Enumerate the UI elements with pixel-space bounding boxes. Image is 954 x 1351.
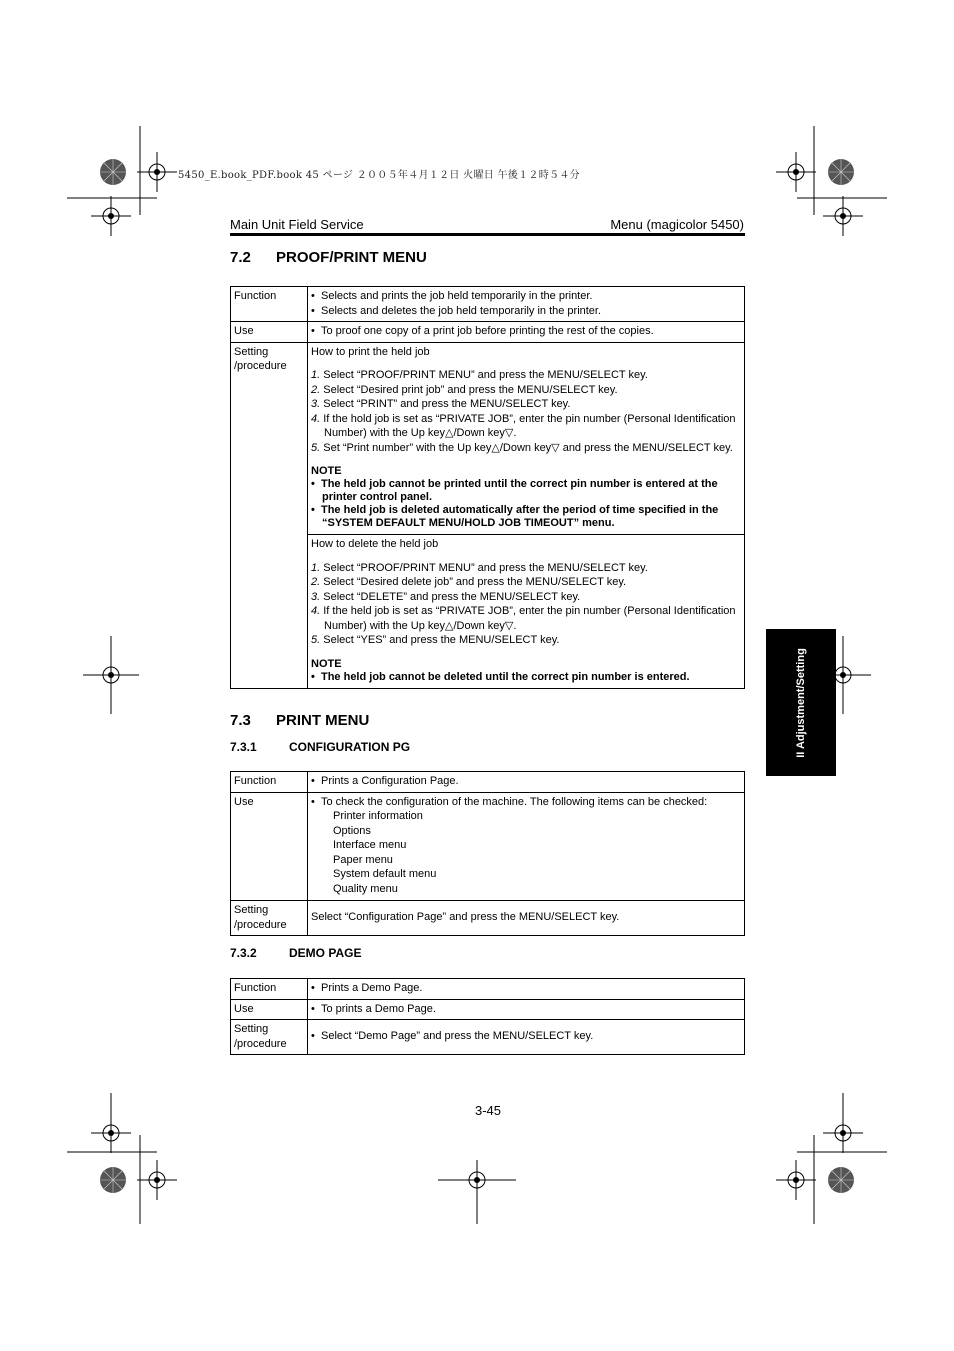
list-item: • Selects and prints the job held temporarily in the printer. [311, 290, 593, 302]
section-title: PROOF/PRINT MENU [276, 249, 427, 266]
label-function: Function [231, 772, 308, 793]
setting-cell [308, 901, 745, 936]
list-item: 5. Select “YES” and press the MENU/SELECT key. [311, 634, 560, 646]
list-item: 5. Set “Print number” with the Up key△/Down key▽ and press the MENU/SELECT key. [311, 441, 733, 454]
chapter-side-tab [766, 629, 836, 776]
section-number: 7.3 [230, 712, 251, 729]
proof-print-menu-table [230, 286, 745, 689]
running-header-left: Main Unit Field Service [230, 217, 364, 232]
section-number: 7.3.2 [230, 946, 257, 960]
label-function: Function [231, 287, 308, 322]
list-item: 4. If the held job is set as “PRIVATE JOB”, enter the pin number (Personal Identification Number) with the Up key△/Down key▽. [311, 605, 736, 632]
table-row [231, 342, 745, 535]
sub-item: Options [333, 824, 371, 837]
sub-item: Quality menu [333, 882, 398, 895]
list-item: 1. Select “PROOF/PRINT MENU” and press the MENU/SELECT key. [311, 561, 648, 574]
list-item: 3. Select “DELETE” and press the MENU/SELECT key. [311, 590, 581, 603]
configuration-pg-table [230, 771, 745, 936]
delete-procedure-cell [308, 535, 745, 689]
section-number: 7.2 [230, 249, 251, 266]
list-item: • To check the configuration of the machine. The following items can be checked: [311, 795, 708, 808]
table-row [231, 287, 745, 322]
setting-text: Select “Configuration Page” and press the MENU/SELECT key. [311, 911, 620, 924]
table-row [231, 792, 745, 901]
page-number: 3-45 [475, 1103, 502, 1118]
note-label: NOTE [311, 465, 342, 477]
sub-item: System default menu [333, 868, 437, 880]
table-row [231, 901, 745, 936]
list-item: • Selects and deletes the job held temporarily in the printer. [311, 304, 602, 317]
label-function: Function [231, 979, 308, 1000]
table-row [231, 979, 745, 1000]
note-label: NOTE [311, 657, 342, 670]
list-item: 1. Select “PROOF/PRINT MENU” and press the MENU/SELECT key. [311, 369, 648, 381]
sub-item: Paper menu [333, 853, 393, 866]
sub-item: Interface menu [333, 839, 407, 851]
list-item: • Prints a Configuration Page. [311, 775, 459, 787]
table-row [231, 772, 745, 793]
section-title: PRINT MENU [276, 712, 370, 729]
section-7-3-heading [230, 712, 369, 729]
label-use: Use [231, 999, 308, 1020]
list-item: • To proof one copy of a print job before printing the rest of the copies. [311, 325, 654, 337]
section-7-3-1-heading [230, 740, 410, 754]
table-row [231, 999, 745, 1020]
list-item: 2. Select “Desired print job” and press the MENU/SELECT key. [311, 383, 618, 396]
print-info-line: 5450_E.book_PDF.book 45 ページ ２００５年４月１２日 火曜日 午後１２時５４分 [178, 170, 580, 181]
list-item: 3. Select “PRINT” and press the MENU/SELECT key. [311, 398, 571, 410]
table-row [231, 535, 745, 689]
use-cell [308, 999, 745, 1020]
table-row [231, 1020, 745, 1055]
section-title: DEMO PAGE [289, 946, 362, 960]
label-setting: Setting /procedure [231, 342, 308, 688]
header-rule [230, 233, 745, 236]
note-item: • The held job cannot be deleted until the correct pin number is entered. [311, 670, 690, 683]
list-item: 2. Select “Desired delete job” and press the MENU/SELECT key. [311, 576, 627, 588]
label-setting: Setting /procedure [231, 1020, 308, 1055]
label-use: Use [231, 322, 308, 343]
function-cell [308, 979, 745, 1000]
function-cell [308, 772, 745, 793]
procedure-title: How to print the held job [311, 345, 430, 358]
label-setting: Setting /procedure [231, 901, 308, 936]
use-cell [308, 322, 745, 343]
side-tab-label: II Adjustment/Setting [795, 647, 807, 758]
label-use: Use [231, 792, 308, 901]
section-title: CONFIGURATION PG [289, 740, 411, 754]
table-row [231, 322, 745, 343]
print-procedure-cell [308, 342, 745, 535]
note-item: • The held job is deleted automatically after the period of time specified in the “SYSTEM DEFAULT MENU/HOLD JOB TIMEOUT” menu. [311, 504, 719, 529]
running-header-right: Menu (magicolor 5450) [610, 217, 744, 232]
setting-cell [308, 1020, 745, 1055]
note-item: • The held job cannot be printed until the correct pin number is entered at the printer control panel. [311, 478, 718, 503]
list-item: 4. If the hold job is set as “PRIVATE JOB”, enter the pin number (Personal Identification Number) with the Up key△/Down key▽. [311, 412, 736, 439]
section-number: 7.3.1 [230, 740, 257, 754]
procedure-title: How to delete the held job [311, 538, 439, 550]
section-7-2-heading [230, 249, 427, 266]
list-item: • To prints a Demo Page. [311, 1002, 436, 1015]
sub-item: Printer information [333, 810, 423, 822]
demo-page-table [230, 978, 745, 1055]
list-item: • Prints a Demo Page. [311, 982, 423, 994]
section-7-3-2-heading [230, 946, 361, 960]
use-cell [308, 792, 745, 901]
list-item: • Select “Demo Page” and press the MENU/SELECT key. [311, 1030, 594, 1043]
function-cell [308, 287, 745, 322]
